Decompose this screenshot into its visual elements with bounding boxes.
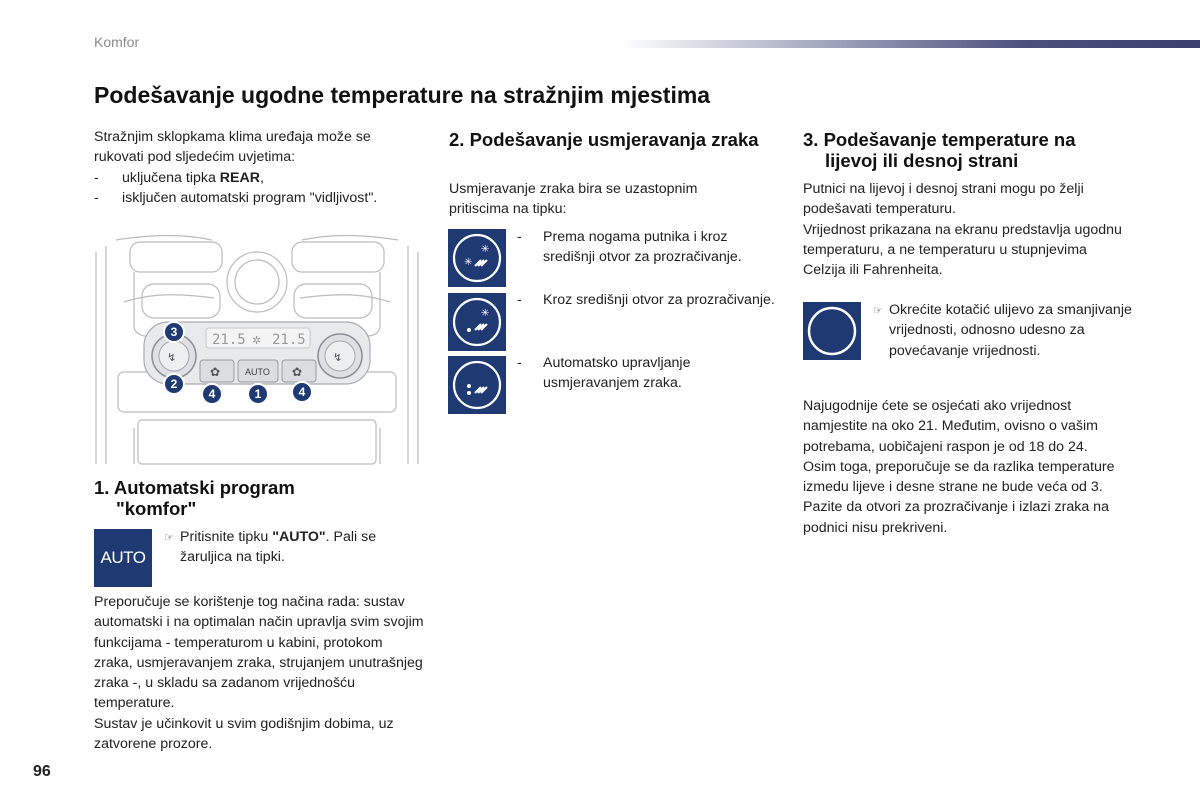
text-fragment: Pritisnite tipku [180,529,273,545]
dash: - [94,189,99,206]
pointing-hand-icon: ☞ [164,532,174,544]
svg-text:4: 4 [208,387,216,401]
section3-title-line1: 3. Podešavanje temperature na [803,129,1076,150]
page-title: Podešavanje ugodne temperature na stražnjim mjestima [94,82,711,108]
svg-text:✿: ✿ [210,365,221,379]
section-label: Komfor [94,34,140,50]
header-bar [622,40,1200,48]
text-fragment: uključena tipka [122,169,220,186]
dash: - [517,229,522,245]
text-fragment: . Pali se žaruljica na tipki. [180,529,377,566]
section2-item [517,353,777,394]
svg-text:3: 3 [170,325,178,339]
section1-instruction-text [180,527,414,568]
dash: - [517,292,522,308]
display-left-value: 21.5 [212,332,246,348]
section3-body4: Osim toga, preporučuje se da razlika temperature izmedu lijeve i desne strane ne bude veća od 3. [803,458,1115,496]
section3-instruction [873,300,1143,361]
bold-fragment: REAR [219,169,260,186]
intro-block [94,127,414,208]
section3-body1: Putnici na lijevoj i desnoj strani mogu po želji podešavati temperaturu. [803,181,1084,218]
svg-text:✿: ✿ [292,365,303,379]
callout-4-left [202,384,222,404]
section1-body [94,592,424,754]
section1-title [94,477,414,519]
section3-intro [803,179,1123,280]
section1-title-line2: "komfor" [116,498,197,519]
section3-title [803,129,1163,171]
feet-and-vent-icon [448,229,506,287]
section2-item-text: Automatsko upravljanje usmjeravanjem zraka. [543,355,691,392]
section1-body1: Preporučuje se korištenje tog načina rada: sustav automatski i na optimalan način upravlja svim svojim funkcijama - temperaturom u kabini, protokom zraka, usmjeravanjem zraka, strujanjem unutrašnjeg zraka -, u skladu sa zadanom vrijednošću temperature. [94,594,424,712]
svg-text:↯: ↯ [333,352,343,364]
page-number: 96 [33,763,51,780]
dash: - [94,169,99,186]
svg-text:↯: ↯ [167,352,177,364]
section2-item [517,227,777,268]
section2-item-text: Kroz središnji otvor za prozračivanje. [543,292,775,308]
callout-2 [164,374,184,394]
svg-text:✳: ✳ [464,257,473,268]
intro-lead: Stražnjim sklopkama klima uređaja može se rukovati pod sljedećim uvjetima: [94,129,371,166]
right-knob [318,334,362,378]
callout-4-right [292,382,312,402]
auto-button-icon: AUTO [94,529,152,587]
callout-3 [164,322,184,342]
section2-title: 2. Podešavanje usmjeravanja zraka [449,129,759,150]
section3-body5: Pazite da otvori za prozračivanje i izlazi zraka na podnici nisu prekriveni. [803,499,1109,536]
intro-item [94,188,414,208]
bold-fragment: "AUTO" [272,529,326,545]
dash: - [517,355,522,371]
section2-item-text: Prema nogama putnika i kroz središnji otvor za prozračivanje. [543,229,742,266]
auto-label: AUTO [245,367,270,377]
temperature-knob-icon [803,302,861,360]
svg-text:✲: ✲ [252,335,262,347]
section3-instruction-text: Okrećite kotačić ulijevo za smanjivanje vrijednosti, odnosno udesno za povećavanje vrijednosti. [889,302,1132,359]
svg-text:2: 2 [170,377,178,391]
svg-text:✳: ✳ [481,244,490,255]
temperature-display [206,328,310,348]
section3-body [803,396,1133,538]
vent-icon [448,293,506,351]
intro-item-text [122,168,264,188]
text-fragment: , [260,169,264,186]
section3-title-line2: lijevoj ili desnoj strani [825,150,1019,171]
section1-body2: Sustav je učinkovit u svim godišnjim dobima, uz zatvorene prozore. [94,715,394,753]
section2-item [517,290,777,310]
svg-text:1: 1 [254,387,262,401]
auto-airflow-icon [448,356,506,414]
intro-item-text: isključen automatski program "vidljivost". [122,189,378,206]
section3-body2: Vrijednost prikazana na ekranu predstavlja ugodnu temperaturu, a ne temperaturu u stupnjevima Celzija ili Fahrenheita. [803,221,1122,279]
section1-instruction [164,527,414,568]
intro-item [94,168,414,188]
section1-title-line1: 1. Automatski program [94,477,295,498]
svg-text:4: 4 [298,385,306,399]
display-right-value: 21.5 [272,332,306,348]
section2-intro: Usmjeravanje zraka bira se uzastopnim pritiscima na tipku: [449,181,698,218]
svg-text:✳: ✳ [481,308,490,319]
climate-panel-illustration [94,232,420,468]
pointing-hand-icon: ☞ [873,305,883,317]
callout-1 [248,384,268,404]
section3-body3: Najugodnije ćete se osjećati ako vrijednost namjestite na oko 21. Međutim, ovisno o vašim potrebama, uobičajeni raspon je od 18 do 24. [803,398,1098,455]
